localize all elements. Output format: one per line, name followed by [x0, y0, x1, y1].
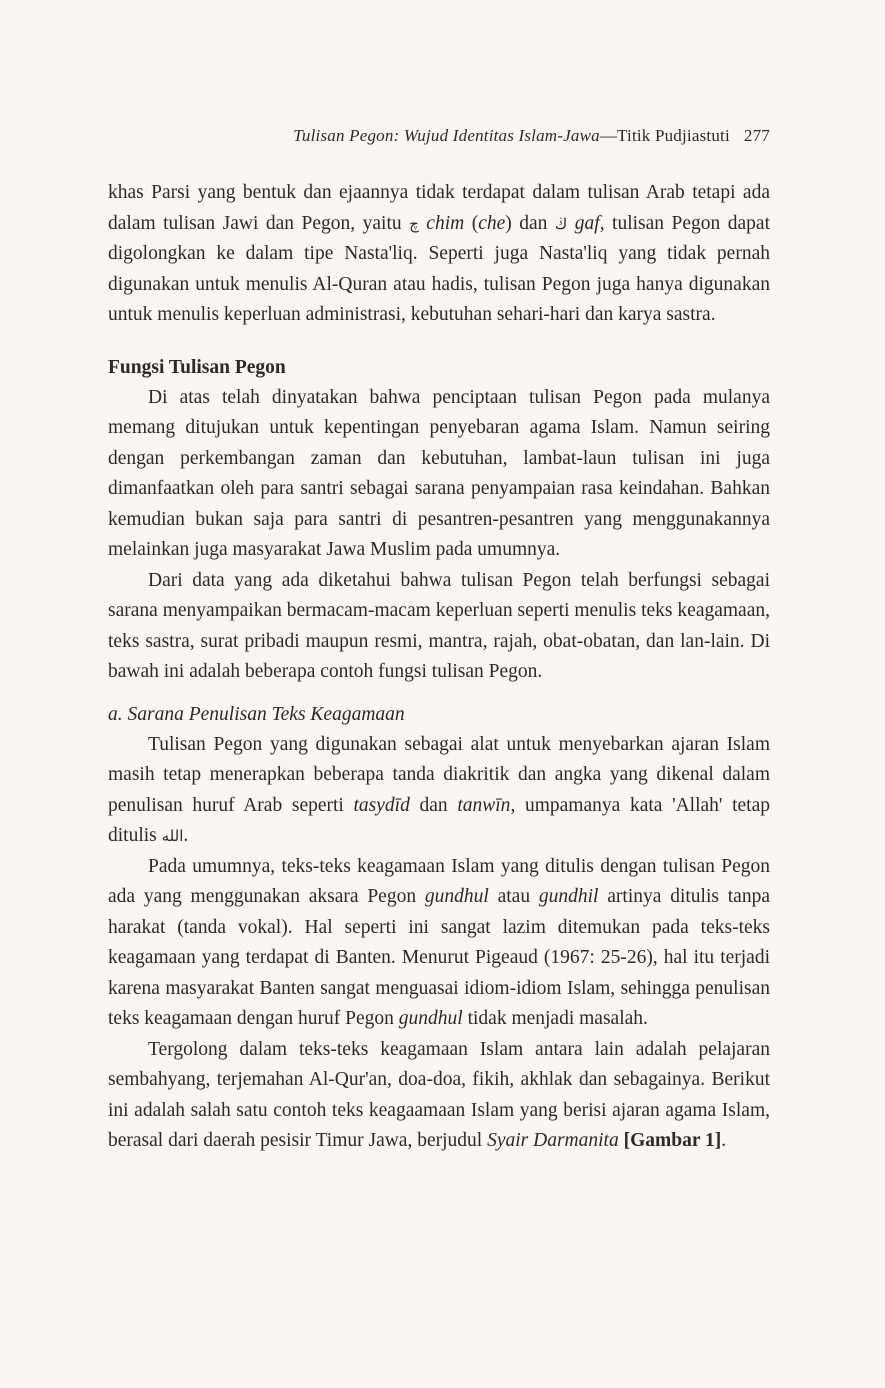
- header-title: Tulisan Pegon: Wujud Identitas Islam-Jawa: [293, 126, 600, 145]
- text-run: [567, 213, 575, 234]
- running-header: [108, 126, 770, 146]
- page-number: 277: [743, 126, 770, 145]
- text-run: tidak menjadi masalah.: [462, 1008, 648, 1029]
- paragraph-continuation: [108, 178, 770, 331]
- work-title: Syair Darmanita: [487, 1130, 619, 1151]
- term-tanwin: tanwīn: [457, 794, 511, 816]
- term-tasydid: tasydīd: [353, 794, 410, 816]
- section-paragraph-2: Dari data yang ada diketahui bahwa tulisan Pegon telah berfungsi sebagai sarana menyampaikan bermacam-macam keperluan seperti menulis teks keagamaan, teks sastra, surat pribadi maupun resmi, mantra, rajah, obat-obatan, dan lan-lain. Di bawah ini adalah beberapa contoh fungsi tulisan Pegon.: [108, 569, 770, 682]
- term-gundhul: gundhul: [398, 1008, 463, 1029]
- text-run: , umpamanya kata 'Allah' tetap ditulis: [108, 794, 770, 846]
- term-gundhil: gundhil: [538, 886, 599, 907]
- text-run: Tulisan Pegon yang digunakan sebagai alat untuk menyebarkan ajaran Islam masih tetap menerapkan beberapa tanda diakritik dan angka yang dikenal dalam penulisan huruf Arab seperti: [108, 733, 770, 816]
- text-run: atau: [488, 886, 539, 907]
- subsection-paragraph-2: [108, 852, 770, 1035]
- text-run: artinya ditulis tanpa harakat (tanda vokal). Hal seperti ini sangat lazim ditemukan pada teks-teks keagamaan yang terdapat di Banten. Menurut Pigeaud (1967: 25-26), hal itu terjadi karena masyarakat Banten sangat menguasai idiom-idiom Islam, sehingga penulisan teks keagamaan dengan huruf Pegon: [108, 886, 770, 1029]
- text-run: Tergolong dalam teks-teks keagamaan Islam antara lain adalah pelajaran sembahyang, terjemahan Al-Qur'an, doa-doa, fikih, akhlak dan sebagainya. Berikut ini adalah salah satu contoh teks keagaamaan Islam yang berisi ajaran agama Islam, berasal dari daerah pesisir Timur Jawa, berjudul: [108, 1038, 770, 1151]
- subsection-paragraph-3: [108, 1035, 770, 1157]
- text-run: dan: [409, 794, 458, 816]
- arabic-letter-gaf: ڬ: [554, 214, 568, 233]
- text-run: ) dan: [505, 212, 555, 234]
- arabic-word-allah: الله: [161, 827, 184, 845]
- text-run: khas Parsi yang bentuk dan ejaannya tidak terdapat dalam tulisan Arab tetapi ada dalam tulisan Jawi dan Pegon, yaitu: [108, 182, 770, 234]
- term-gundhul: gundhul: [424, 886, 489, 907]
- term-che: che: [478, 212, 506, 234]
- subsection-paragraph-1: [108, 730, 770, 852]
- text-run: .: [721, 1130, 727, 1151]
- subsection-heading: a. Sarana Penulisan Teks Keagamaan: [108, 703, 405, 725]
- section-paragraph-1: Di atas telah dinyatakan bahwa penciptaan tulisan Pegon pada mulanya memang ditujukan untuk kepentingan penyebaran agama Islam. Namun seiring dengan perkembangan zaman dan kebutuhan, lambat-laun tulisan ini juga dimanfaatkan oleh para santri sebagai sarana penyampaian rasa keindahan. Bahkan kemudian bukan saja para santri di pesantren-pesantren yang menggunakannya melainkan juga masyarakat Jawa Muslim pada umumnya.: [108, 386, 770, 560]
- figure-reference: [Gambar 1]: [623, 1130, 722, 1151]
- arabic-letter-chim: چ: [409, 214, 419, 233]
- header-author: Titik Pudjiastuti: [617, 126, 730, 145]
- header-separator: —: [599, 126, 618, 145]
- term-chim: chim: [426, 212, 465, 234]
- text-run: , tulisan Pegon dapat digolongkan ke dalam tipe Nasta'liq. Seperti juga Nasta'liq yang tidak pernah digunakan untuk menulis Al-Quran atau hadis, tulisan Pegon juga hanya digunakan untuk menulis keperluan administrasi, kebutuhan sehari-hari dan karya sastra.: [108, 212, 771, 325]
- text-run: Pada umumnya, teks-teks keagamaan Islam yang ditulis dengan tulisan Pegon ada yang menggunakan aksara Pegon: [108, 855, 770, 907]
- text-run: (: [464, 212, 479, 234]
- page-body: [108, 178, 770, 1157]
- section-heading: Fungsi Tulisan Pegon: [108, 356, 286, 378]
- term-gaf: gaf: [574, 212, 600, 234]
- text-run: .: [183, 825, 189, 846]
